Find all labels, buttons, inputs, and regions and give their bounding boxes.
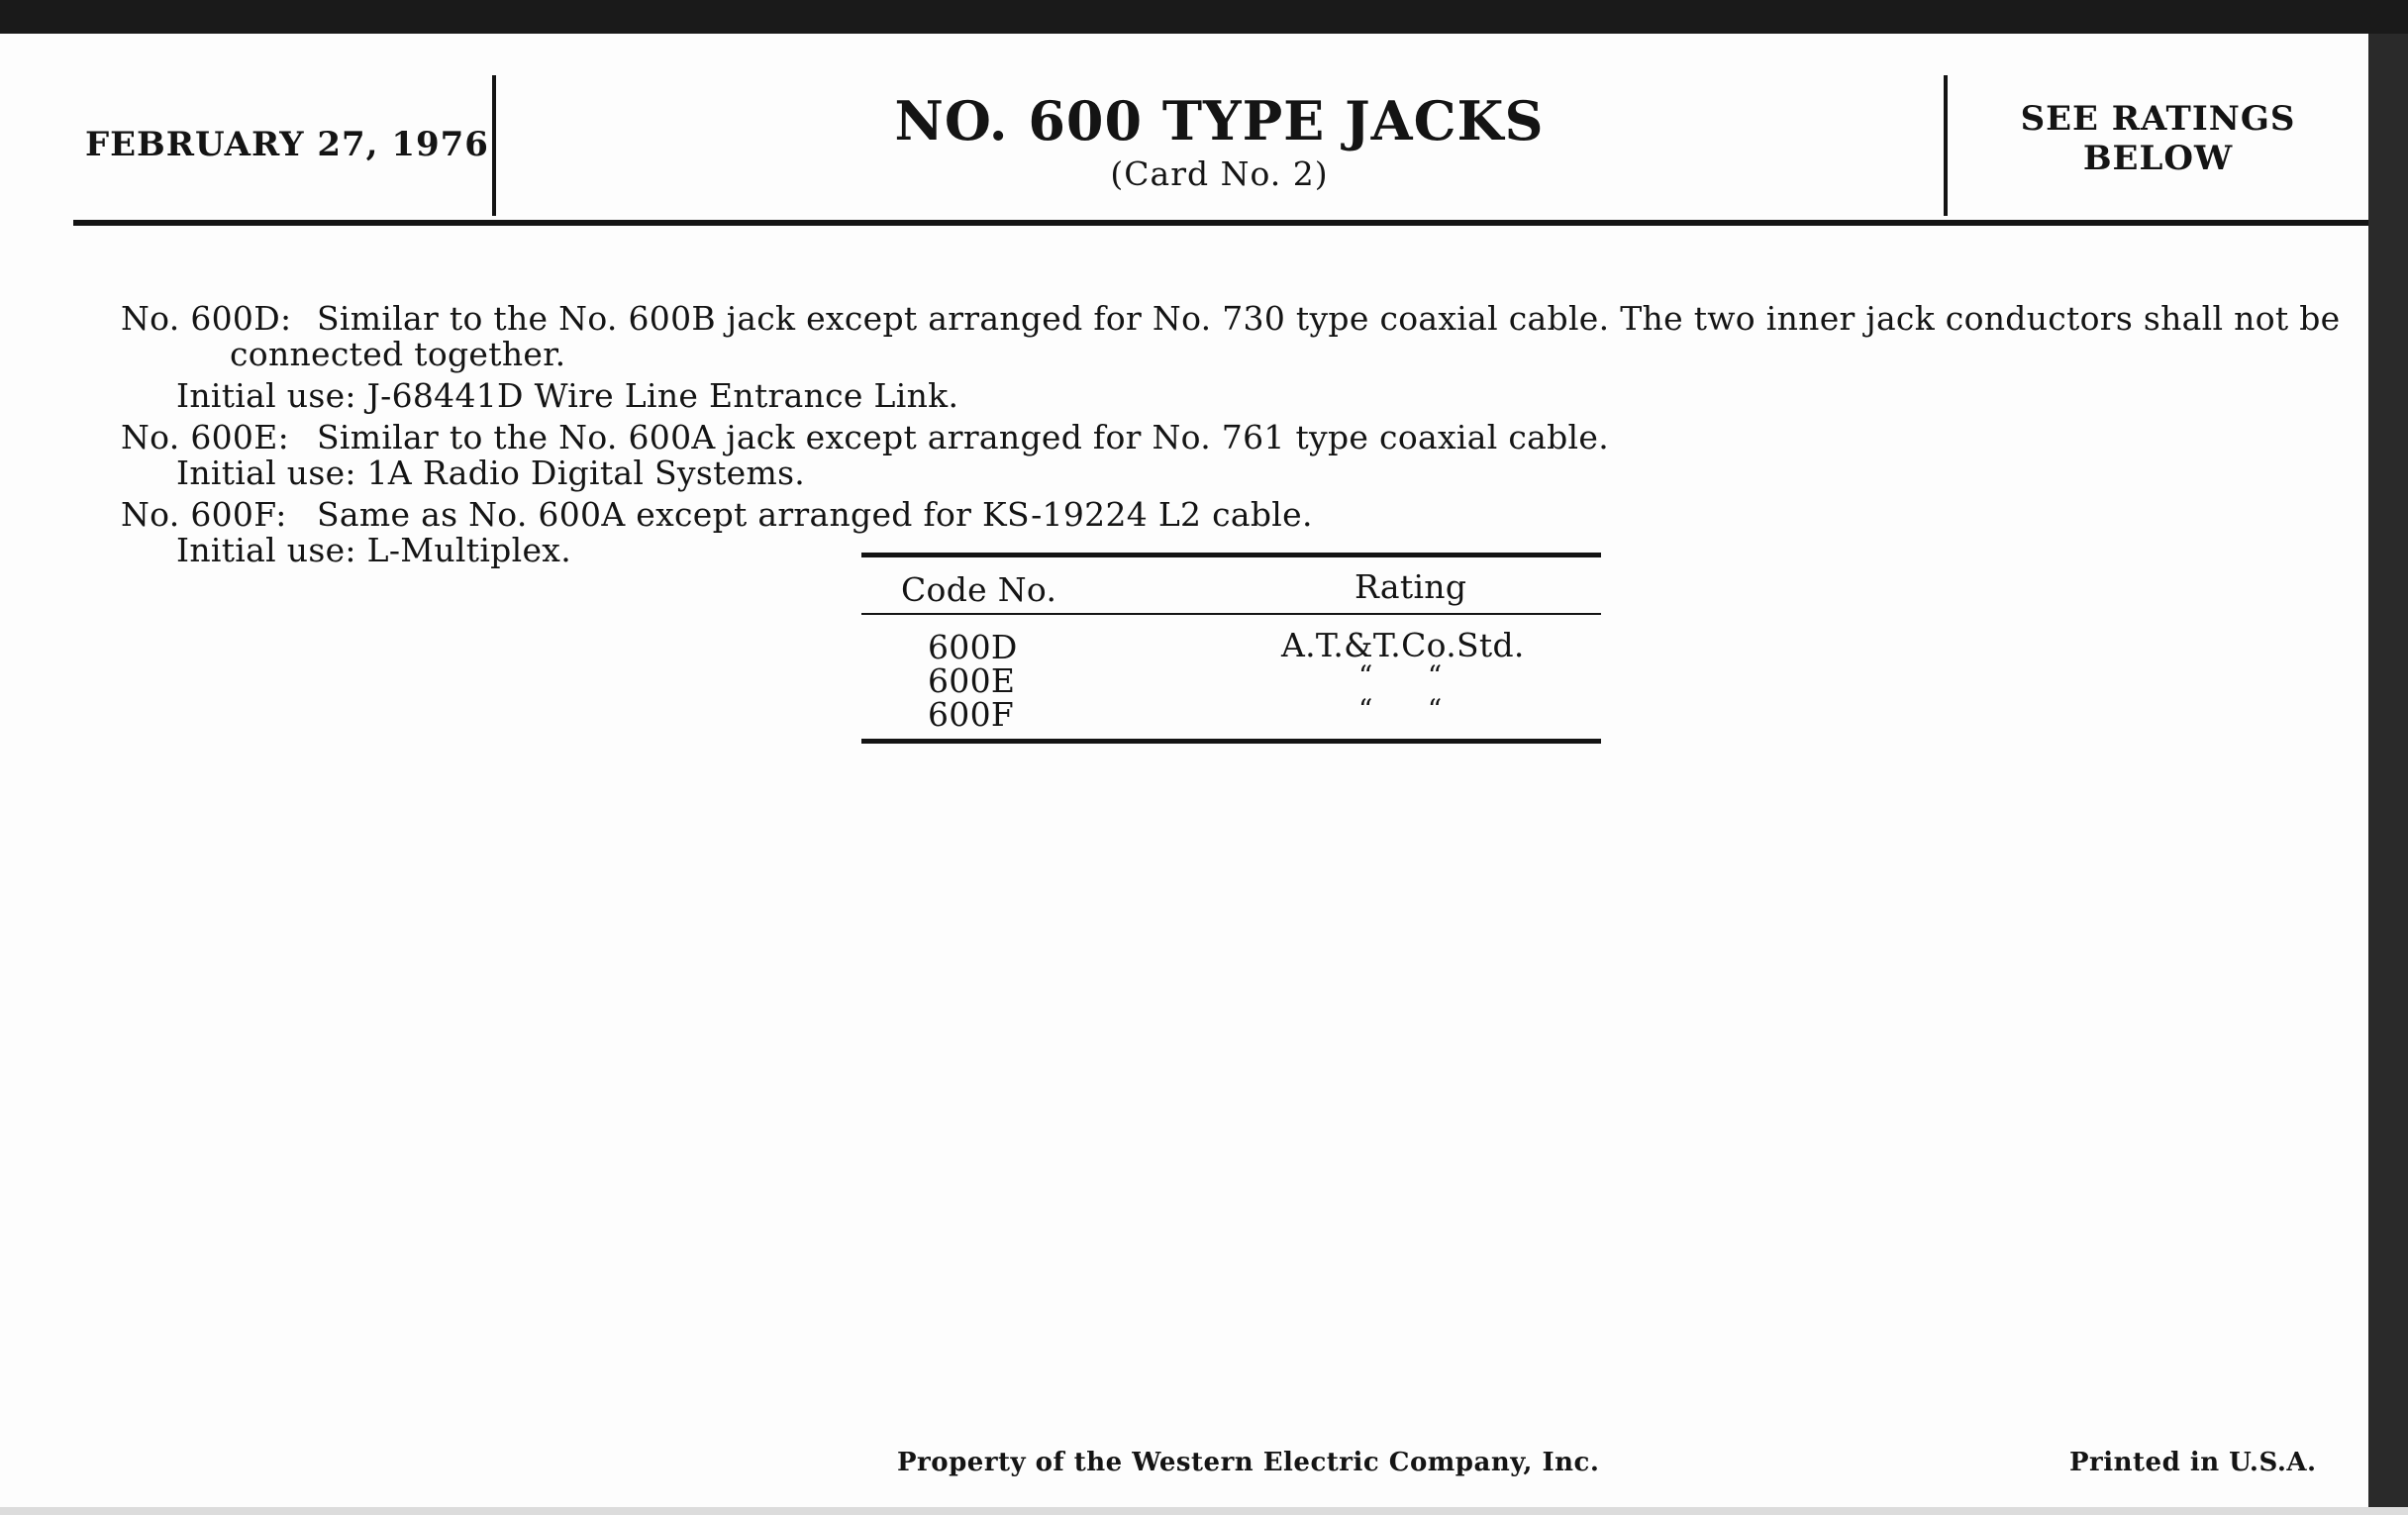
table-cell-code: 600F bbox=[928, 695, 1015, 734]
entry-text-continued: connected together. bbox=[230, 335, 566, 373]
table-cell-rating: “ “ bbox=[1358, 693, 1443, 726]
card-date: FEBRUARY 27, 1976 bbox=[85, 125, 489, 164]
entry-initial-use: Initial use: L-Multiplex. bbox=[176, 531, 571, 569]
table-cell-code: 600E bbox=[928, 661, 1016, 700]
footer-property: Property of the Western Electric Company, Inc. bbox=[897, 1448, 1600, 1477]
index-card bbox=[0, 34, 2368, 1515]
entry-text: Similar to the No. 600B jack except arranged for No. 730 type coaxial cable. The two inner jack conductors shall not be bbox=[317, 299, 2341, 338]
card-subtitle: (Card No. 2) bbox=[1110, 154, 1329, 193]
table-cell-rating: “ “ bbox=[1358, 659, 1443, 692]
header-rule bbox=[73, 220, 2368, 226]
footer-printed: Printed in U.S.A. bbox=[2069, 1448, 2317, 1477]
table-top-rule bbox=[861, 553, 1601, 557]
table-bottom-rule bbox=[861, 739, 1601, 744]
entry-initial-use: Initial use: 1A Radio Digital Systems. bbox=[176, 454, 806, 492]
ratings-note-line2: BELOW bbox=[2082, 139, 2234, 178]
ratings-note-line1: SEE RATINGS bbox=[2020, 99, 2296, 139]
entry-label: No. 600D: bbox=[121, 299, 292, 338]
ratings-note bbox=[1948, 99, 2368, 178]
card-bottom-edge bbox=[0, 1507, 2408, 1515]
entry-initial-use: Initial use: J-68441D Wire Line Entrance Link. bbox=[176, 376, 959, 415]
card-title: NO. 600 TYPE JACKS bbox=[894, 89, 1545, 152]
card-edge-shadow bbox=[2368, 34, 2408, 1515]
entry-text: Similar to the No. 600A jack except arranged for No. 761 type coaxial cable. bbox=[317, 418, 1609, 456]
entry-text: Same as No. 600A except arranged for KS-19224 L2 cable. bbox=[317, 495, 1313, 534]
table-header-rating: Rating bbox=[1354, 567, 1467, 606]
table-cell-code: 600D bbox=[928, 628, 1018, 666]
table-header-code: Code No. bbox=[901, 570, 1057, 609]
table-header-rule bbox=[861, 613, 1601, 615]
entry-label: No. 600E: bbox=[121, 418, 290, 456]
entry-label: No. 600F: bbox=[121, 495, 287, 534]
table-cell-rating: A.T.&T.Co.Std. bbox=[1281, 626, 1525, 664]
